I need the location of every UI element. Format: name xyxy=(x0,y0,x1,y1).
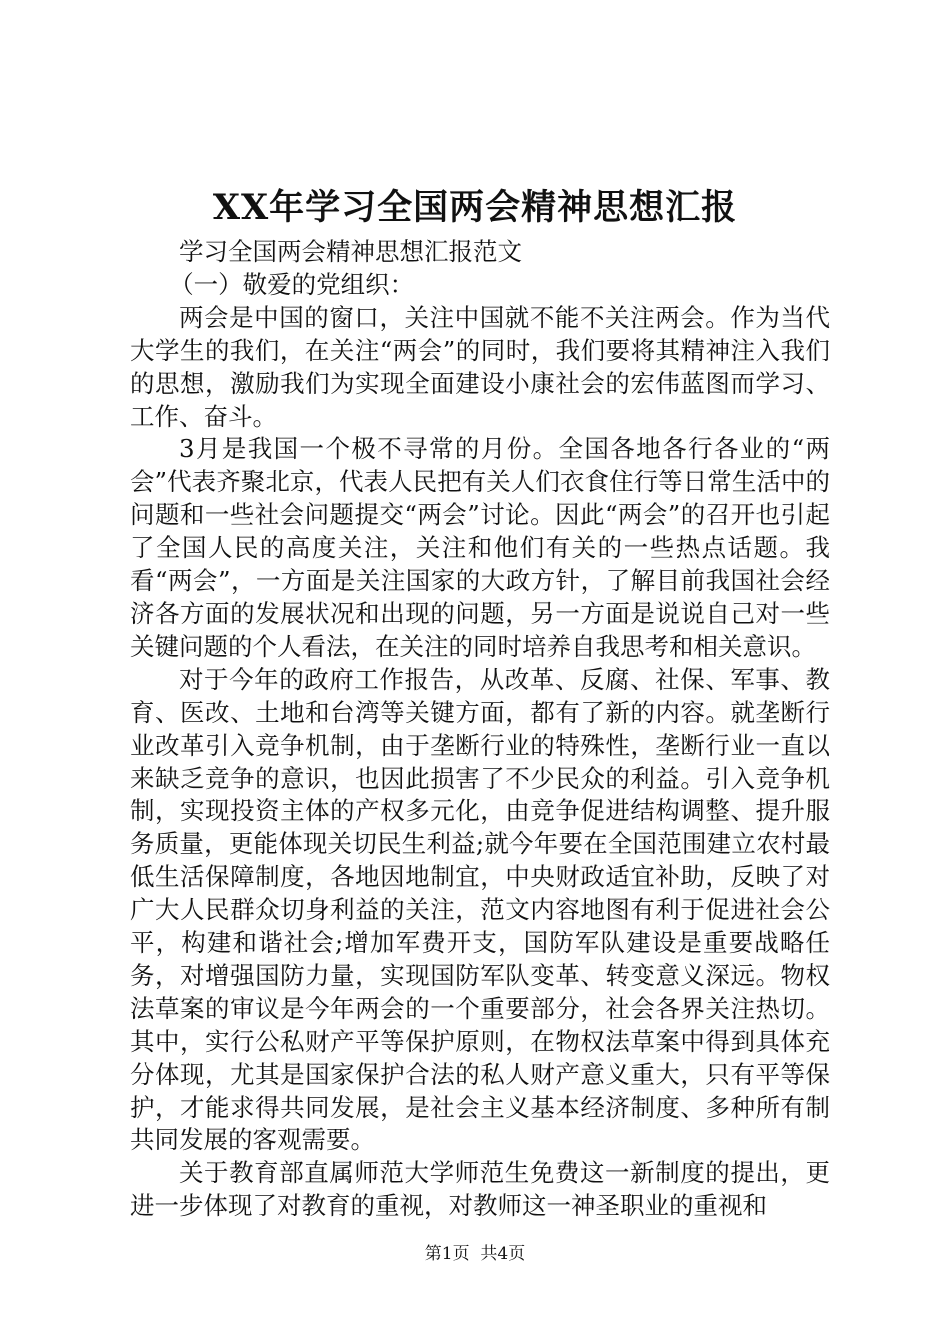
document-title: XX年学习全国两会精神思想汇报 xyxy=(212,187,738,228)
paragraph: 两会是中国的窗口，关注中国就不能不关注两会。作为当代大学生的我们，在关注“两会”的同时，我们要将其精神注入我们的思想，激励我们为实现全面建设小康社会的宏伟蓝图而学习、工作、奋斗。 xyxy=(130,302,830,431)
page-footer xyxy=(0,1243,950,1265)
document-body xyxy=(130,236,830,1223)
salutation: （一）敬爱的党组织： xyxy=(169,269,415,299)
paragraph: 关于教育部直属师范大学师范生免费这一新制度的提出，更进一步体现了对教育的重视，对教师这一神圣职业的重视和 xyxy=(130,1158,830,1221)
page-number: 第1页 xyxy=(424,1244,470,1264)
paragraph: 3月是我国一个极不寻常的月份。全国各地各行各业的“两会”代表齐聚北京，代表人民把有关人们衣食住行等日常生活中的问题和一些社会问题提交“两会”讨论。因此“两会”的召开也引起了全国人民的高度关注，关注和他们有关的一些热点话题。我看“两会”，一方面是关注国家的大政方针，了解目前我国社会经济各方面的发展状况和出现的问题，另一方面是说说自己对一些关键问题的个人看法，在关注的同时培养自我思考和相关意识。 xyxy=(130,434,830,661)
paragraph: 对于今年的政府工作报告，从改革、反腐、社保、军事、教育、医改、土地和台湾等关键方面，都有了新的内容。就垄断行业改革引入竞争机制，由于垄断行业的特殊性，垄断行业一直以来缺乏竞争的意识，也因此损害了不少民众的利益。引入竞争机制，实现投资主体的产权多元化，由竞争促进结构调整、提升服务质量，更能体现关切民生利益;就今年要在全国范围建立农村最低生活保障制度，各地因地制宜，中央财政适宜补助，反映了对广大人民群众切身利益的关注，范文内容地图有利于促进社会公平，构建和谐社会;增加军费开支，国防军队建设是重要战略任务，对增强国防力量，实现国防军队变革、转变意义深远。物权法草案的审议是今年两会的一个重要部分，社会各界关注热切。其中，实行公私财产平等保护原则，在物权法草案中得到具体充分体现，尤其是国家保护合法的私人财产意义重大，只有平等保护，才能求得共同发展，是社会主义基本经济制度、多种所有制共同发展的客观需要。 xyxy=(130,664,830,1155)
document-subtitle: 学习全国两会精神思想汇报范文 xyxy=(179,237,522,266)
total-pages: 共4页 xyxy=(480,1244,526,1264)
